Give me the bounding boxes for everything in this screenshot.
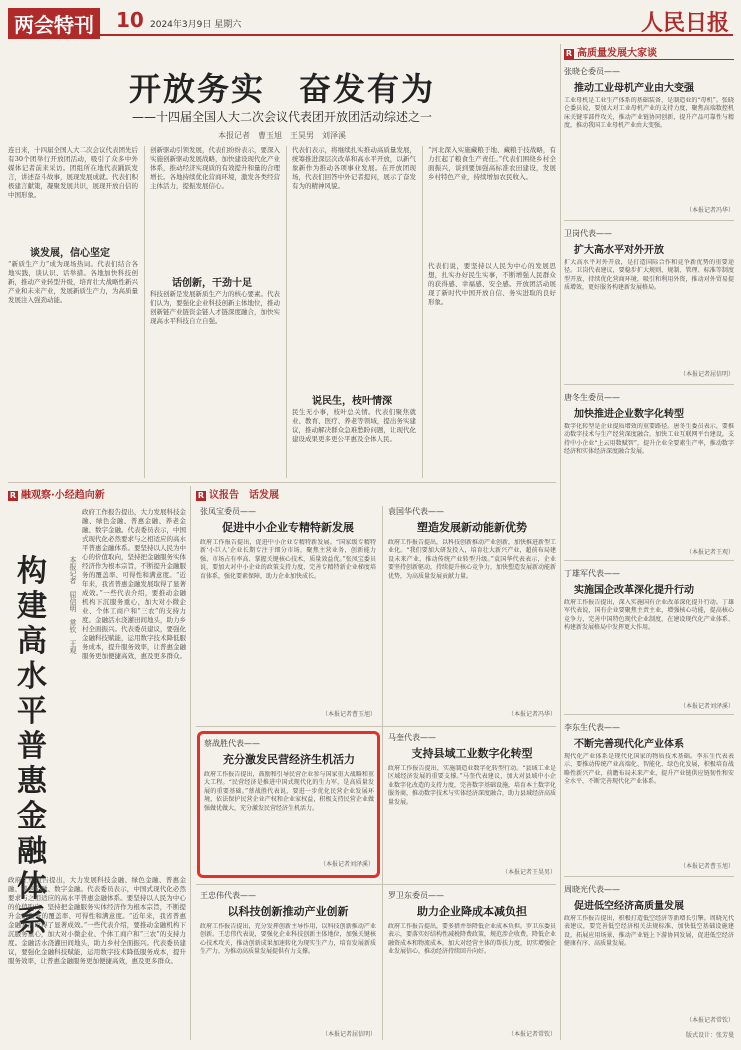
hqd-item	[564, 884, 734, 1024]
highlight-frame	[197, 731, 380, 878]
article-representative: 袁国华代表——	[388, 507, 444, 516]
finance-byline: 本报记者 屈信明 常钦 王观	[69, 556, 77, 654]
hqd-text: 政府工作报告提出，深入实施国有企业改革深化提升行动。丁雄军代表说，国有企业要聚焦主责主业，增强核心功能，提高核心竞争力，完善中国特色现代企业制度，在建设现代化产业体系、构建新发展格局中发挥更大作用。	[564, 599, 734, 631]
article-signature: （本报记者曹玉旭）	[321, 711, 376, 718]
article-title: 支持县域工业数字化转型	[411, 747, 533, 760]
article-text: 政府工作报告提出，要多措并举降低企业成本负担。罗卫东委员表示，要落实好结构性减税降费政策，规范涉企收费，降低企业融资成本和物流成本，加大对经营主体的帮扶力度，切实增强企业发展信心，推动经济持续回升向好。	[388, 923, 556, 956]
masthead	[8, 6, 733, 36]
hqd-signature: （本报记者曹玉旭）	[679, 863, 734, 870]
article-text: 政府工作报告提出，促进中小企业专精特新发展。“国家级专精特新‘小巨人’企业长期专注于细分市场，聚焦主营业务，创新能力强、市场占有率高、掌握关键核心技术，质量效益优。”张凤宝委员说，要加大对中小企业的政策支持力度，完善专精特新企业梯度培育体系，强化要素保障，助力企业加快成长。	[200, 539, 376, 580]
article-text: 政府工作报告提出，鼓励和引导民营企业参与国家重大战略和重大工程。“民营经济是推进中国式现代化的生力军，是高质量发展的重要基础。”蔡战胜代表说，要进一步优化民营企业发展环境，依法保护民营企业产权和企业家权益，积极支持民营企业做强做优做大，充分激发民营经济生机活力。	[204, 771, 374, 812]
section-divider	[564, 384, 734, 385]
report-discussion-header	[196, 486, 556, 501]
article-representative: 罗卫东委员——	[388, 891, 444, 900]
main-col3-text: 代表们表示，将继续扎实推动高质量发展，统筹推进深层次改革和高水平开放，以新气象新作为推动各项事业发展。在开放团现场，代表们回答中外记者提问，展示了奋发有为的精神风貌。	[292, 146, 416, 190]
article-signature: （本报记者冯华）	[507, 711, 556, 718]
section-divider	[8, 482, 556, 483]
page-footer: 版式设计：张芳曼	[685, 1032, 734, 1039]
article-representative: 马奎代表——	[388, 733, 436, 742]
article-yuan-guohua	[388, 506, 556, 720]
hqd-signature: （本报记者冯华）	[685, 207, 734, 214]
main-byline: 本报记者 曹玉旭 王昊男 刘泽溪	[218, 131, 346, 140]
high-quality-development-column	[564, 44, 734, 1044]
section-marker-icon: R	[197, 491, 205, 500]
hqd-representative: 周晓光代表——	[564, 885, 620, 894]
main-col1b-text: “新质生产力”成为现场热词。代表们结合各地实践，谈认识、话举措。各地加快科技创新，推动产业转型升级，培育壮大战略性新兴产业和未来产业，发展新质生产力，为高质量发展注入强劲动能。	[8, 260, 138, 304]
column-divider	[382, 506, 383, 1040]
main-subhead: ——十四届全国人大二次会议代表团开放团活动综述之一	[131, 110, 432, 124]
hqd-title: 实施国企改革深化提升行动	[574, 585, 694, 596]
article-text: 政府工作报告提出，实施制造业数字化转型行动。“县域工业是区域经济发展的重要支撑。”马奎代表建议，加大对县域中小企业数字化改造的支持力度，完善数字基础设施，培育本土数字化服务商，推动数字技术与实体经济深度融合，助力县域经济高质量发展。	[388, 765, 556, 806]
column-divider	[422, 146, 423, 478]
hqd-title: 加快推进企业数字化转型	[574, 409, 684, 420]
hqd-text: 工业母机是工业生产体系的基础装备，是制造业的“母机”。张晓仑委员说，要加大对工业母机产业的支持力度，聚焦高端数控机床关键零部件攻关，推动产业链协同创新，提升产品可靠性与精度，推动我国工业母机产业由大变强。	[564, 97, 734, 129]
issue-date: 2024年3月9日 星期六	[150, 20, 242, 30]
hqd-representative: 李东生代表——	[564, 723, 620, 732]
article-signature: （本报记者刘泽溪）	[319, 861, 374, 868]
hqd-text: 扩大高水平对外开放，是打造国际合作和竞争新优势的重要途径。卫岗代表建议，要稳步扩大规则、规制、管理、标准等制度型开放，持续优化营商环境，吸引和利用外资，推动对外贸易提质增效，更好服务构建新发展格局。	[564, 259, 734, 291]
hqd-text: 现代化产业体系是现代化国家的物质技术基础。李东生代表表示，要推动传统产业高端化、智能化、绿色化发展，积极培育战略性新兴产业，前瞻布局未来产业，提升产业链供应链韧性和安全水平，不断完善现代化产业体系。	[564, 753, 734, 785]
hqd-text: 数字化转型是企业提质增效的重要路径。唐冬生委员表示，要推动数字技术与生产经营深度融合，加快工业互联网平台建设，支持中小企业“上云用数赋智”，提升企业全要素生产率，推动数字经济和实体经济深度融合发展。	[564, 423, 734, 455]
article-signature: （本报记者屈信明）	[321, 1031, 376, 1038]
section-title: 两会特刊	[8, 8, 100, 39]
hqd-title: 扩大高水平对外开放	[574, 245, 664, 256]
main-section-title-2: 话创新，干劲十足	[172, 278, 252, 289]
section-divider	[564, 876, 734, 877]
hqd-signature: （本报记者常钦）	[685, 1017, 734, 1024]
article-title: 助力企业降成本减负担	[417, 905, 527, 918]
hqd-header-label: 高质量发展大家谈	[577, 48, 657, 59]
hqd-text: 政府工作报告提出，积极打造低空经济等新增长引擎。周晓光代表建议，要完善低空经济相关法规标准，加快低空基础设施建设，拓展应用场景，推动产业链上下游协同发展，促进低空经济健康有序、高质量发展。	[564, 915, 734, 947]
hqd-title: 促进低空经济高质量发展	[574, 901, 684, 912]
hqd-representative: 张晓仑委员——	[564, 67, 620, 76]
hqd-representative: 丁雄军代表——	[564, 569, 620, 578]
column-divider	[190, 486, 191, 1040]
article-zhang-fengbao	[200, 506, 376, 720]
main-col3b-text: 民生无小事，枝叶总关情。代表们聚焦就业、教育、医疗、养老等领域，提出务实建议，推动解决群众急难愁盼问题，让现代化建设成果更多更公平惠及全体人民。	[292, 408, 416, 443]
main-section-title-1: 谈发展，信心坚定	[30, 248, 110, 259]
article-text: 政府工作报告提出，以科技创新推动产业创新，加快推进新型工业化。“我们要加大研发投入，培育壮大新兴产业，超前布局建设未来产业，推动传统产业转型升级。”袁国华代表表示，企业要坚持创新驱动，持续提升核心竞争力，加快塑造发展新动能新优势，为高质量发展贡献力量。	[388, 539, 556, 580]
hqd-item	[564, 392, 734, 556]
hqd-title: 推动工业母机产业由大变强	[574, 83, 694, 94]
article-representative: 王忠伟代表——	[200, 891, 256, 900]
column-divider	[560, 44, 561, 1040]
main-section-title-3: 说民生，枝叶情深	[312, 396, 392, 407]
finance-text-b: 政府工作报告提出，大力发展科技金融、绿色金融、普惠金融、养老金融、数字金融。代表委员表示，中国式现代化必然要求与之相适应的高水平普惠金融体系。要坚持以人民为中心的价值取向，坚持把金融服务实体经济作为根本宗旨，不断提升金融服务的覆盖率、可得性和满意度。“近年来，我省普惠金融发展取得了显著成效。”一些代表介绍，要推动金融机构下沉服务重心，加大对小微企业、个体工商户和“三农”的支持力度。金融活水浇灌田间地头，助力乡村全面振兴。代表委员建议，要强化金融科技赋能，运用数字技术降低服务成本，提升服务效率，让普惠金融服务更加便捷高效，惠及更多群众。	[8, 876, 186, 965]
main-col2-text: 创新驱动引领发展，代表们纷纷表示，要深入实施创新驱动发展战略，加快建设现代化产业体系，推动经济实现质的有效提升和量的合理增长。各地持续优化营商环境，激发各类经营主体活力，提振发展信心。	[150, 146, 280, 190]
article-title: 塑造发展新动能新优势	[417, 521, 527, 534]
hqd-signature: （本报记者屈信明）	[679, 371, 734, 378]
finance-header-label: 融观察·小经趋向新	[21, 490, 105, 501]
main-headline: 开放务实 奋发有为	[128, 70, 435, 108]
article-luo-weidong	[388, 890, 556, 1040]
finance-header	[8, 486, 188, 501]
article-title: 以科技创新推动产业创新	[227, 905, 349, 918]
section-marker-icon: R	[9, 491, 17, 500]
article-representative: 蔡战胜代表——	[204, 739, 260, 748]
article-title: 充分激发民营经济生机活力	[223, 753, 355, 766]
finance-text-a: 政府工作报告提出，大力发展科技金融、绿色金融、普惠金融、养老金融、数字金融。代表委员表示，中国式现代化必然要求与之相适应的高水平普惠金融体系。要坚持以人民为中心的价值取向，坚持把金融服务实体经济作为根本宗旨，不断提升金融服务的覆盖率、可得性和满意度。“近年来，我省普惠金融发展取得了显著成效。”一些代表介绍，要推动金融机构下沉服务重心，加大对小微企业、个体工商户和“三农”的支持力度。金融活水浇灌田间地头，助力乡村全面振兴。代表委员建议，要强化金融科技赋能，运用数字技术降低服务成本，提升服务效率，让普惠金融服务更加便捷高效，惠及更多群众。	[82, 508, 186, 660]
main-col4b-text: 代表们说，要坚持以人民为中心的发展思想，扎实办好民生实事，不断增强人民群众的获得感、幸福感、安全感。开放团活动展现了新时代中国开放自信、务实进取的良好形象。	[428, 262, 556, 306]
hqd-representative: 唐冬生委员——	[564, 393, 620, 402]
hqd-item	[564, 66, 734, 216]
article-ma-kui	[388, 732, 556, 878]
article-representative: 张凤宝委员——	[200, 507, 256, 516]
section-divider	[196, 726, 556, 727]
main-col2b-text: 科技创新是发展新质生产力的核心要素。代表们认为，要强化企业科技创新主体地位，推动创新链产业链资金链人才链深度融合，加快实现高水平科技自立自强。	[150, 290, 280, 325]
hqd-item	[564, 228, 734, 378]
section-divider	[564, 714, 734, 715]
section-divider	[564, 220, 734, 221]
hqd-item	[564, 722, 734, 872]
main-col1-text: 连日来，十四届全国人大二次会议代表团先后有30个团举行开放团活动，吸引了众多中外媒体记者前来采访。团组所在地代表踊跃发言，讲述奋斗故事，展现发展成就。代表们积极建言献策，凝聚发展共识，展现开放自信的中国形象。	[8, 146, 138, 199]
hqd-signature: （本报记者刘泽溪）	[679, 703, 734, 710]
hqd-header	[564, 44, 734, 60]
finance-column	[8, 486, 188, 1046]
newspaper-logo: 人民日报	[640, 10, 729, 36]
article-wang-zhongwei	[200, 890, 376, 1040]
page-number: 10	[116, 8, 144, 32]
section-marker-icon: R	[565, 49, 573, 58]
article-text: 政府工作报告提出，充分发挥创新主导作用，以科技创新推动产业创新。王忠伟代表说，要强化企业科技创新主体地位，加强关键核心技术攻关，推动创新成果加速转化为现实生产力，培育发展新质生产力，为推动高质量发展提供有力支撑。	[200, 923, 376, 956]
main-col4-text: “河北深入实施藏粮于地、藏粮于技战略，有力扛起了粮食生产责任。”代表们围绕乡村全面振兴，谈到要加强高标准农田建设，发展乡村特色产业，持续增加农民收入。	[428, 146, 556, 181]
article-title: 促进中小企业专精特新发展	[222, 521, 354, 534]
main-article	[8, 42, 556, 482]
hqd-title: 不断完善现代化产业体系	[574, 739, 684, 750]
hqd-item	[564, 568, 734, 710]
section-divider	[564, 560, 734, 561]
hqd-signature: （本报记者王观）	[685, 549, 734, 556]
hqd-representative: 卫岗代表——	[564, 229, 612, 238]
column-divider	[144, 146, 145, 478]
finance-vertical-title: 构建高水平普惠金融体系	[17, 554, 47, 939]
section-divider	[196, 884, 556, 885]
report-discussion-header-label: 议报告 话发展	[209, 490, 279, 501]
article-signature: （本报记者王昊男）	[501, 869, 556, 876]
column-divider	[286, 146, 287, 478]
article-signature: （本报记者常钦）	[507, 1031, 556, 1038]
